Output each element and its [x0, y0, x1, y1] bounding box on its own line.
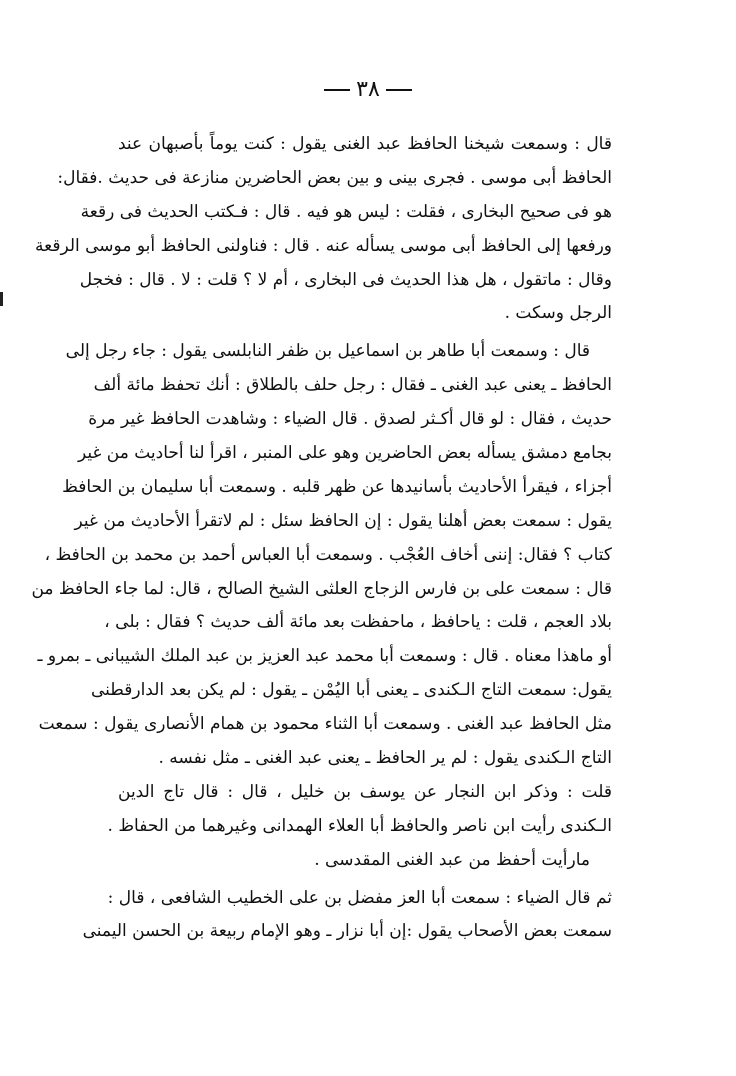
text-line: كتاب ؟ فقال: إننى أخاف العُجْب . وسمعت أبا العباس أحمد بن محمد بن الحافظ ،	[44, 544, 612, 565]
page-number-value: ٣٨	[356, 77, 380, 102]
text-line: مارأيت أحفظ من عبد الغنى المقدسى .	[314, 849, 590, 870]
paragraph-4	[82, 882, 612, 950]
text-line: ثم قال الضياء : سمعت أبا العز مفضل بن على الخطيب الشافعى ، قال :	[107, 887, 612, 908]
text-line: الرجل وسكت .	[504, 303, 612, 324]
page-number	[0, 76, 736, 104]
text-line: يقول: سمعت التاج الـكندى ـ يعنى أبا اليُمْن ـ يقول : لم يكن بعد الدارقطنى	[91, 680, 612, 701]
text-line: أو ماهذا معناه . قال : وسمعت أبا محمد عبد العزيز بن عبد الملك الشيبانى ـ بمرو ـ	[37, 646, 612, 667]
page-edge-mark	[0, 292, 3, 306]
paragraph-2	[31, 335, 612, 776]
text-line: التاج الـكندى يقول : لم ير الحافظ ـ يعنى عبد الغنى ـ مثل نفسه .	[158, 748, 612, 769]
text-line: الحافظ أبى موسى . فجرى بينى و بين بعض الحاضرين منازعة فى حديث .فقال:	[57, 167, 612, 188]
text-line: هو فى صحيح البخارى ، فقلت : ليس هو فيه . قال : فـكتب الحديث فى رقعة	[80, 201, 612, 222]
page-body	[31, 128, 612, 949]
text-line: أجزاء ، فيقرأ الأحاديث بأسانيدها عن ظهر قلبه . وسمعت أبا سليمان بن الحافظ	[62, 476, 612, 497]
paragraph-1	[35, 128, 612, 331]
text-line: سمعت بعض الأصحاب يقول :إن أبا نزار ـ وهو الإمام ربيعة بن الحسن اليمنى	[82, 921, 612, 942]
text-line: قال : سمعت على بن فارس الزجاج العلثى الشيخ الصالح ، قال: لما جاء الحافظ من	[31, 578, 612, 599]
text-line: قال : وسمعت شيخنا الحافظ عبد الغنى يقول : كنت يوماً بأصبهان عند	[118, 134, 612, 154]
paragraph-3	[107, 776, 612, 878]
text-line: وقال : ماتقول ، هل هذا الحديث فى البخارى ، أم لا ؟ قلت : لا . قال : فخجل	[79, 269, 612, 290]
text-line: الحافظ ـ يعنى عبد الغنى ـ فقال : رجل حلف بالطلاق : أنك تحفظ مائة ألف	[93, 375, 612, 396]
text-line: حديث ، فقال : لو قال أكـثر لصدق . قال الضياء : وشاهدت الحافظ غير مرة	[88, 409, 612, 430]
page-number-dash-right	[386, 89, 412, 91]
text-line: الـكندى رأيت ابن ناصر والحافظ أبا العلاء الهمدانى وغيرهما من الحفاظ .	[107, 815, 612, 836]
text-line: يقول : سمعت بعض أهلنا يقول : إن الحافظ سئل : لم لاتقرأ الأحاديث من غير	[74, 510, 612, 531]
text-line: مثل الحافظ عبد الغنى . وسمعت أبا الثناء محمود بن همام الأنصارى يقول : سمعت	[38, 714, 612, 735]
page-number-dash-left	[324, 89, 350, 91]
text-line: ورفعها إلى الحافظ أبى موسى يسأله عنه . قال : فناولنى الحافظ أبو موسى الرقعة	[35, 235, 612, 256]
text-line: بلاد العجم ، قلت : ياحافظ ، ماحفظت بعد مائة ألف حديث ؟ فقال : بلى ،	[104, 612, 612, 633]
text-line: قال : وسمعت أبا طاهر بن اسماعيل بن ظفر النابلسى يقول : جاء رجل إلى	[65, 341, 590, 362]
text-line: قلت : وذكر ابن النجار عن يوسف بن خليل ، قال : قال تاج الدين	[118, 781, 612, 802]
text-line: بجامع دمشق يسأله بعض الحاضرين وهو على المنبر ، اقرأ لنا أحاديث من غير	[77, 443, 612, 464]
